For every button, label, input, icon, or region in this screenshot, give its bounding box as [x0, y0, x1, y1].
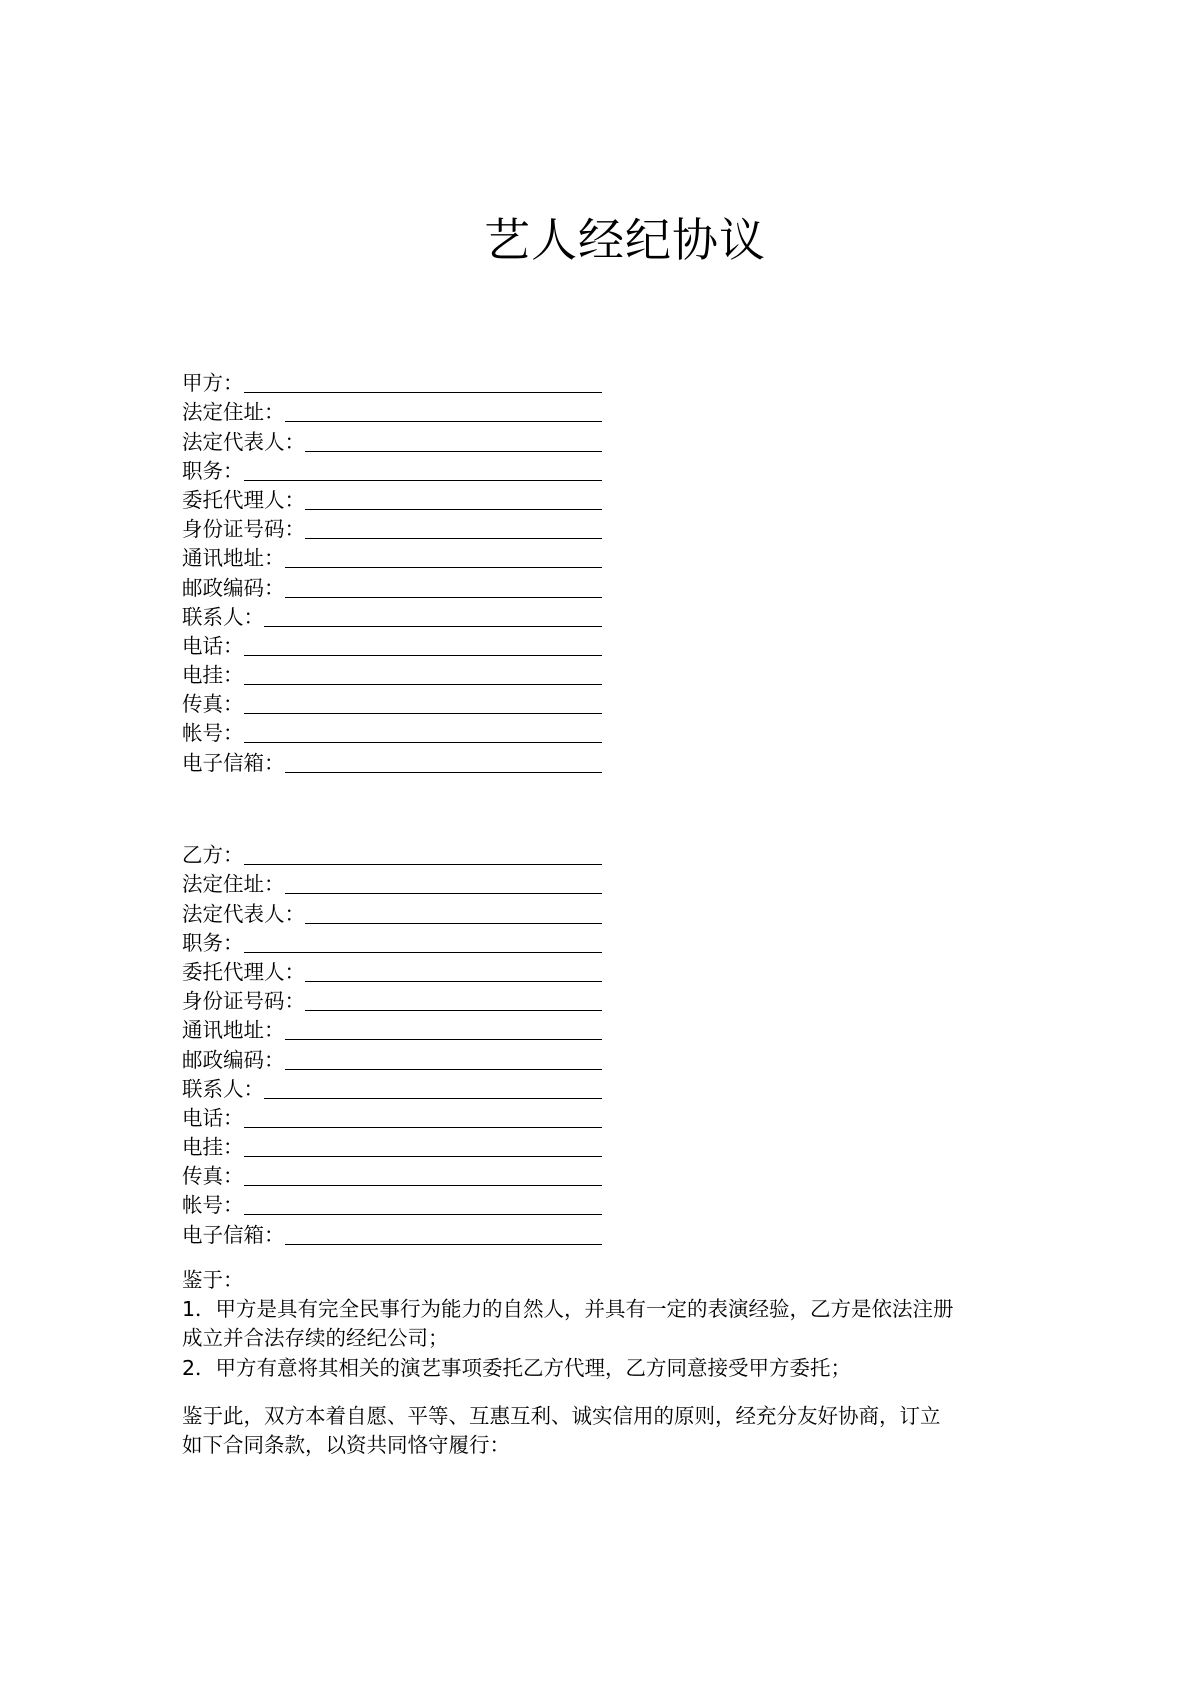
party-a-row-email	[182, 745, 602, 774]
party-b-row-id-number	[182, 984, 602, 1013]
party-a-label-cable: 电挂：	[182, 663, 244, 688]
party-a-blank-email[interactable]	[285, 772, 603, 773]
party-b-blank-fax[interactable]	[244, 1185, 603, 1186]
party-b-label-mailing-address: 通讯地址：	[182, 1018, 285, 1043]
party-b-blank-email[interactable]	[285, 1244, 603, 1245]
document-title: 艺人经纪协议	[484, 213, 766, 267]
party-a-label-name: 甲方：	[182, 371, 244, 396]
party-b-row-fax	[182, 1159, 602, 1188]
party-a-row-contact	[182, 600, 602, 629]
party-b-label-legal-representative: 法定代表人：	[182, 901, 305, 926]
party-a-blank-fax[interactable]	[244, 713, 603, 714]
party-b-blank-phone[interactable]	[244, 1127, 603, 1128]
party-b-label-agent: 委托代理人：	[182, 959, 305, 984]
party-a-label-contact: 联系人：	[182, 604, 264, 629]
party-a-row-account	[182, 716, 602, 745]
party-a-blank-id-number[interactable]	[305, 538, 602, 539]
party-b-label-postal-code: 邮政编码：	[182, 1047, 285, 1072]
party-a-blank-contact[interactable]	[264, 626, 602, 627]
party-a-blank-agent[interactable]	[305, 509, 602, 510]
party-b-row-cable	[182, 1130, 602, 1159]
party-b-blank-cable[interactable]	[244, 1156, 603, 1157]
party-b-row-email	[182, 1217, 602, 1246]
party-a-info-block	[182, 366, 602, 775]
preamble-section	[182, 1266, 1032, 1460]
party-b-row-mailing-address	[182, 1013, 602, 1042]
party-a-blank-legal-address[interactable]	[285, 421, 603, 422]
party-a-label-account: 帐号：	[182, 721, 244, 746]
party-b-row-account	[182, 1188, 602, 1217]
party-b-blank-mailing-address[interactable]	[285, 1039, 603, 1040]
party-a-blank-mailing-address[interactable]	[285, 567, 603, 568]
party-a-blank-name[interactable]	[244, 392, 603, 393]
party-a-blank-account[interactable]	[244, 742, 603, 743]
party-a-blank-legal-representative[interactable]	[305, 451, 602, 452]
preamble-item-1-line-2: 成立并合法存续的经纪公司；	[182, 1326, 449, 1351]
party-b-blank-name[interactable]	[244, 864, 603, 865]
party-a-label-id-number: 身份证号码：	[182, 517, 305, 542]
party-a-blank-postal-code[interactable]	[285, 597, 603, 598]
party-a-label-position: 职务：	[182, 458, 244, 483]
party-a-row-postal-code	[182, 570, 602, 599]
party-a-label-legal-address: 法定住址：	[182, 400, 285, 425]
party-b-blank-agent[interactable]	[305, 981, 602, 982]
preamble-conclusion-line-2: 如下合同条款，以资共同恪守履行：	[182, 1433, 510, 1458]
party-b-row-legal-representative	[182, 896, 602, 925]
party-a-row-name	[182, 366, 602, 395]
preamble-item-1-line-1: 1．甲方是具有完全民事行为能力的自然人，并具有一定的表演经验，乙方是依法注册	[182, 1297, 954, 1322]
party-b-label-fax: 传真：	[182, 1164, 244, 1189]
party-a-row-phone	[182, 629, 602, 658]
party-a-label-phone: 电话：	[182, 633, 244, 658]
paragraph-gap	[182, 1383, 1032, 1402]
preamble-heading: 鉴于：	[182, 1268, 244, 1292]
party-b-row-agent	[182, 955, 602, 984]
party-b-blank-id-number[interactable]	[305, 1010, 602, 1011]
party-b-row-contact	[182, 1072, 602, 1101]
party-b-label-legal-address: 法定住址：	[182, 872, 285, 897]
party-a-blank-phone[interactable]	[244, 655, 603, 656]
party-b-info-block	[182, 838, 602, 1247]
party-b-label-phone: 电话：	[182, 1105, 244, 1130]
party-b-row-phone	[182, 1101, 602, 1130]
party-b-row-name	[182, 838, 602, 867]
party-b-label-position: 职务：	[182, 930, 244, 955]
party-b-blank-legal-representative[interactable]	[305, 923, 602, 924]
party-a-label-agent: 委托代理人：	[182, 487, 305, 512]
party-b-label-cable: 电挂：	[182, 1135, 244, 1160]
party-b-label-name: 乙方：	[182, 843, 244, 868]
party-b-blank-position[interactable]	[244, 952, 603, 953]
party-a-row-position	[182, 454, 602, 483]
party-a-row-legal-address	[182, 395, 602, 424]
party-a-label-fax: 传真：	[182, 692, 244, 717]
party-a-row-cable	[182, 658, 602, 687]
preamble-conclusion-line-1: 鉴于此，双方本着自愿、平等、互惠互利、诚实信用的原则，经充分友好协商，订立	[182, 1403, 941, 1428]
party-a-blank-position[interactable]	[244, 480, 603, 481]
party-a-row-mailing-address	[182, 541, 602, 570]
party-a-label-mailing-address: 通讯地址：	[182, 546, 285, 571]
party-a-blank-cable[interactable]	[244, 684, 603, 685]
party-b-label-email: 电子信箱：	[182, 1222, 285, 1247]
party-b-label-account: 帐号：	[182, 1193, 244, 1218]
preamble-item-2: 2．甲方有意将其相关的演艺事项委托乙方代理，乙方同意接受甲方委托；	[182, 1355, 852, 1380]
party-a-row-agent	[182, 483, 602, 512]
party-a-label-legal-representative: 法定代表人：	[182, 429, 305, 454]
party-b-label-contact: 联系人：	[182, 1076, 264, 1101]
party-b-blank-postal-code[interactable]	[285, 1069, 603, 1070]
party-b-row-postal-code	[182, 1042, 602, 1071]
party-b-blank-legal-address[interactable]	[285, 893, 603, 894]
party-b-row-position	[182, 926, 602, 955]
party-a-row-legal-representative	[182, 424, 602, 453]
party-a-row-id-number	[182, 512, 602, 541]
party-a-label-postal-code: 邮政编码：	[182, 575, 285, 600]
party-b-blank-contact[interactable]	[264, 1098, 602, 1099]
party-b-label-id-number: 身份证号码：	[182, 989, 305, 1014]
party-b-row-legal-address	[182, 867, 602, 896]
party-a-row-fax	[182, 687, 602, 716]
party-b-blank-account[interactable]	[244, 1214, 603, 1215]
party-a-label-email: 电子信箱：	[182, 750, 285, 775]
